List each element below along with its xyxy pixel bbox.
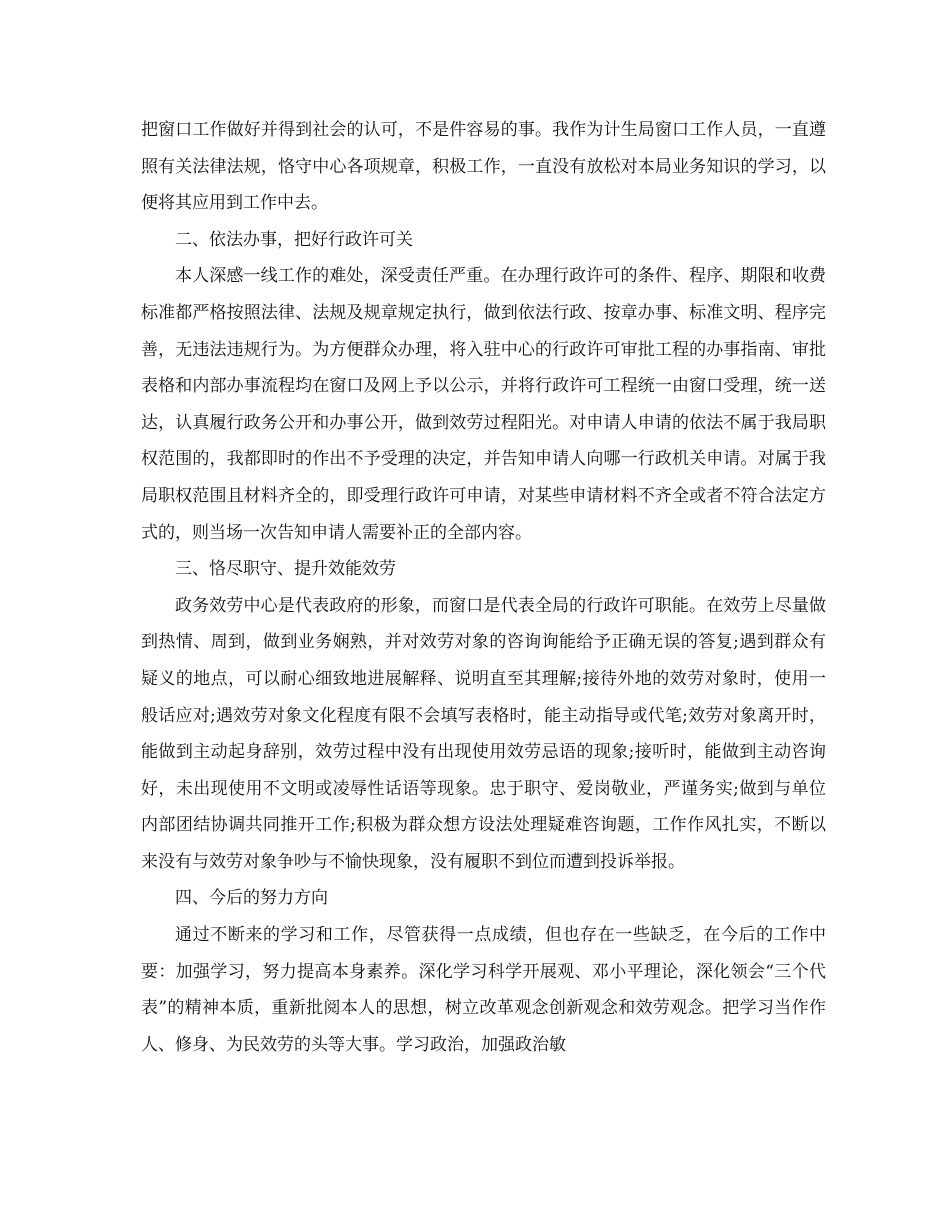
section-heading-3: 三、恪尽职守、提升效能效劳 (175, 559, 396, 580)
paragraph-intro: 把窗口工作做好并得到社会的认可，不是件容易的事。我作为计生局窗口工作人员，一直遵照有关法律法规，恪守中心各项规章，积极工作，一直没有放松对本局业务知识的学习，以便将其应用到工作中去。 (141, 120, 826, 214)
paragraph-section-3: 政务效劳中心是代表政府的形象，而窗口是代表全局的行政许可职能。在效劳上尽量做到热情、周到，做到业务娴熟，并对效劳对象的咨询询能给予正确无误的答复;遇到群众有疑义的地点，可以耐心细致地进展解释、说明直至其理解;接待外地的效劳对象时，使用一般话应对;遇效劳对象文化程度有限不会填写表格时，能主动指导或代笔;效劳对象离开时，能做到主动起身辞别，效劳过程中没有出现使用效劳忌语的现象;接听时，能做到主动咨询好，未出现使用不文明或凌辱性话语等现象。忠于职守、爱岗敬业，严谨务实;做到与单位内部团结协调共同推开工作;积极为群众想方设法处理疑难咨询题，工作作风扎实，不断以来没有与效劳对象争吵与不愉快现象，没有履职不到位而遭到投诉举报。 (141, 595, 826, 872)
section-heading-2: 二、依法办事，把好行政许可关 (175, 229, 413, 250)
paragraph-section-4: 通过不断来的学习和工作，尽管获得一点成绩，但也存在一些缺乏，在今后的工作中要：加强学习，努力提高本身素养。深化学习科学开展观、邓小平理论，深化领会“三个代表”的精神本质，重新批阅本人的思想，树立改革观念创新观念和效劳观念。把学习当作作人、修身、为民效劳的头等大事。学习政治，加强政治敏 (141, 925, 826, 1055)
section-heading-4: 四、今后的努力方向 (175, 888, 328, 909)
document-page (141, 112, 826, 1063)
paragraph-section-2: 本人深感一线工作的难处，深受责任严重。在办理行政许可的条件、程序、期限和收费标准都严格按照法律、法规及规章规定执行，做到依法行政、按章办事、标准文明、程序完善，无违法违规行为。为方便群众办理，将入驻中心的行政许可审批工程的办事指南、审批表格和内部办事流程均在窗口及网上予以公示，并将行政许可工程统一由窗口受理，统一送达，认真履行政务公开和办事公开，做到效劳过程阳光。对申请人申请的依法不属于我局职权范围的，我都即时的作出不予受理的决定，并告知申请人向哪一行政机关申请。对属于我局职权范围且材料齐全的，即受理行政许可申请，对某些申请材料不齐全或者不符合法定方式的，则当场一次告知申请人需要补正的全部内容。 (141, 266, 826, 543)
